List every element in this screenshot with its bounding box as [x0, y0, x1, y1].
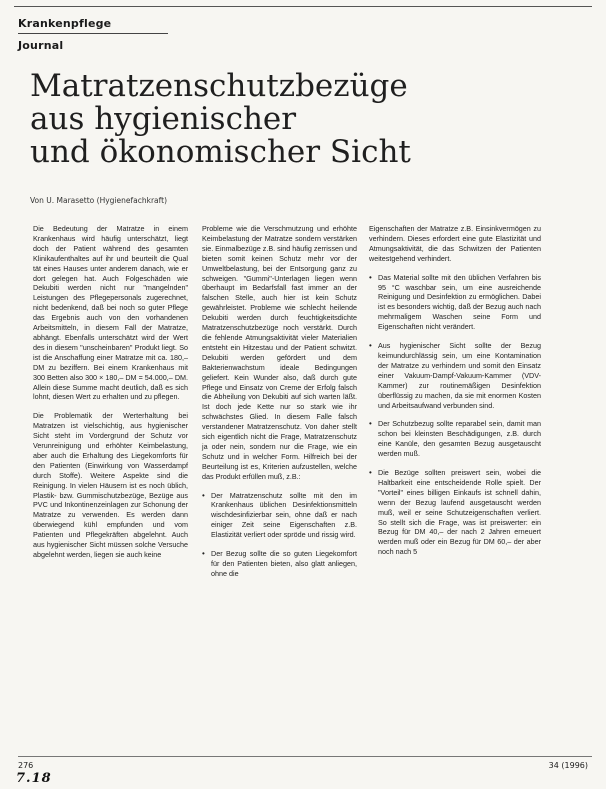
list-item: • Das Material sollte mit den üblichen Verfahren bis 95 °C waschbar sein, um eine ausreichende Reinigung und Desinfektion zu ermöglichen. Dabei ist es besonders wichtig, daß der Bezug auch nach mehrmaligem Waschen seine Form und Eigenschaften nicht verändert. [369, 273, 541, 332]
rubric-journal: Journal [18, 39, 64, 52]
title-line: Matratzenschutzbezüge [30, 68, 408, 104]
rubric-divider [18, 33, 168, 34]
footer-rule [18, 756, 592, 757]
page-number: 276 [18, 761, 34, 770]
header-rule [14, 6, 592, 7]
paragraph: Die Bedeutung der Matratze in einem Krankenhaus wird häufig unterschätzt, liegt doch der Patient während des gesamten Klinikaufenthaltes auf ihr und beurteilt die Qual tät eines Hauses unter anderem danach, wie er dort gelegen hat. Auch Folgeschäden wie Dekubiti werden nicht nur "mangelnden" Leistungen des Pflegepersonals zugerechnet, nicht bedenkend, daß bei noch so guter Pflege das Ergebnis auch von den vorhandenen Arbeitsmitteln, in diesem Fall der Matratze, abhängt. Ebenfalls unterschätzt wird der Wert des in diesem "unscheinbaren" Produkt liegt. So ist die Anschaffung einer Matratze mit ca. 180,– DM zu beziffern. Bei einem Krankenhaus mit 300 Betten also 300 × 180,– DM = 54.000,– DM. Allein diese Summe macht deutlich, daß es sich lohnt, diesen Wert zu erhalten und zu pflegen. [33, 224, 188, 402]
criteria-list [369, 273, 541, 558]
rubric-krankenpflege: Krankenpflege [18, 17, 112, 30]
list-item: • Der Bezug sollte die so guten Liegekomfort für den Patienten bieten, also glatt anliegen, ohne die [202, 549, 357, 579]
list-item: • Der Schutzbezug sollte reparabel sein, damit man schon bei kleinsten Beschädigungen, z.B. durch eine Kanüle, den gesamten Bezug ausgetauscht werden muß. [369, 419, 541, 459]
text-column-1 [33, 224, 188, 569]
article-title [30, 70, 590, 169]
title-line: und ökonomischer Sicht [30, 134, 411, 170]
title-line: aus hygienischer [30, 101, 297, 137]
criteria-list [202, 491, 357, 579]
issue-info: 34 (1996) [548, 761, 588, 770]
paragraph: Die Problematik der Werterhaltung bei Matratzen ist vielschichtig, aus hygienischer Sicht steht im Vordergrund der Schutz vor Verunreinigung und erhöhter Keimbelastung, aber auch die Erhaltung des Liegekomforts für den Patienten (Einwirkung von Wasserdampf durch Stoffe). Weitere Aspekte sind die Reinigung. In vielen Häusern ist es noch üblich, Plastik- bzw. Gummischutzbezüge, Bezüge aus PVC und Inkontinenzeinlagen zur Schonung der Matratze zu verwenden. Es werden dann überwiegend kühl empfunden und vom Patienten und Pflegekräften abgelehnt. Auch aus hygienischer Sicht müssen solche Versuche abgelehnt werden, liegen sie auch keine [33, 411, 188, 559]
handwritten-note: 7.18 [16, 771, 52, 786]
text-column-3 [369, 224, 541, 566]
list-item: • Der Matratzenschutz sollte mit den im Krankenhaus üblichen Desinfektionsmitteln wischdesinfizierbar sein, ohne daß er nach einiger Zeit seine Eigenschaften z.B. Elastizität verliert oder spröde und rissig wird. [202, 491, 357, 541]
paragraph: Eigenschaften der Matratze z.B. Einsinkvermögen zu verhindern. Dieses erfordert eine gute Elastizität und Atmungsaktivität, die das Schwitzen der Patienten weitestgehend verhindert. [369, 224, 541, 263]
paragraph: Probleme wie die Verschmutzung und erhöhte Keimbelastung der Matratze sondern verstärken sie. Einmalbezüge z.B. sind häufig zerrissen und bieten somit keinen Schutz mehr vor der Umweltbelastung, bei der Entsorgung ganz zu schweigen. "Gummi"-Unterlagen liegen wenn überhaupt im Bedarfsfall fast immer an der falschen Stelle, auch hier ist kein Schutz gewährleistet. Probleme wie schlecht heilende Dekubiti werden durch feuchtigkeitsdichte Matratzenschutzbezüge noch verstärkt. Durch die fehlende Atmungsaktivität vieler Materialien entsteht ein Hitzestau und der Patient schwitzt. Dekubiti werden gefördert und dem Bakterienwachstum ideale Bedingungen geliefert. Kein Wunder also, daß durch gute Pflege und Einsatz von Creme der Erfolg falsch die Abheilung von Dekubiti auf sich warten läßt. Ist doch jede Kette nur so stark wie ihr schwächstes Glied. In diesem Falle falsch verstandener Matratzenschutz. Von daher stellt sich eigentlich nicht die Frage, Matratzenschutz ja oder nein, sondern nur die Frage, wie ein Schutz und in welcher Form. Hilfreich bei der Beurteilung ist es, Kriterien aufzustellen, welche das Produkt erfüllen muß, z.B.: [202, 224, 358, 481]
text-column-2 [202, 224, 357, 588]
author-byline: Von U. Marasetto (Hygienefachkraft) [30, 196, 167, 205]
list-item: • Aus hygienischer Sicht sollte der Bezug keimundurchlässig sein, um eine Kontamination der Matratze zu verhindern und somit den Einsatz einer Vakuum-Dampf-Vakuum-Kammer (VDV-Kammer) zur routinemäßigen Desinfektion überflüssig zu machen, da sie mit enormen Kosten und Arbeitsaufwand verbunden sind. [369, 341, 541, 410]
list-item: • Die Bezüge sollten preiswert sein, wobei die Haltbarkeit eine entscheidende Rolle spielt. Der "Vorteil" eines billigen Einkaufs ist schnell dahin, wenn der Bezug laufend ausgetauscht werden muß, weil er seine Schutzeigenschaften verliert. So stellt sich die Frage, was ist preiswerter: ein Bezug für DM 40,– der nach 2 Jahren erneuert werden muß oder ein Bezug für DM 60,– der aber noch nach 5 [369, 468, 541, 557]
